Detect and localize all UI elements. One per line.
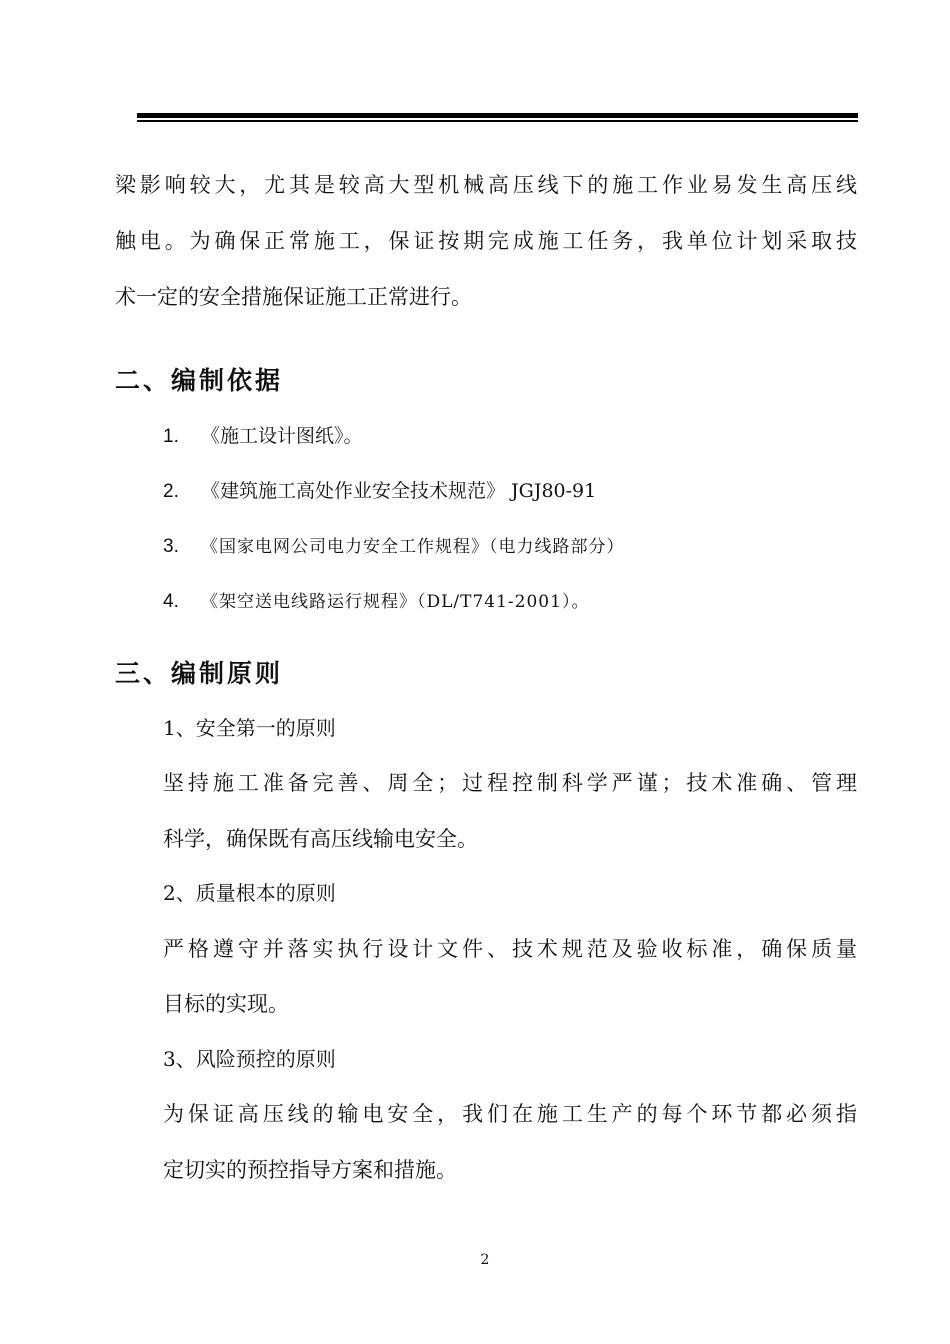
basis-item-number: 4.: [163, 591, 179, 612]
intro-line-3: 术一定的安全措施保证施工正常进行。: [115, 285, 472, 309]
basis-item: [163, 532, 625, 561]
principle-text-line: 科学，确保既有高压线输电安全。: [163, 827, 478, 851]
section-heading-basis: 二、编制依据: [115, 366, 284, 395]
principle-title: 1、安全第一的原则: [163, 716, 336, 740]
principle-text-line: 为保证高压线的输电安全，我们在施工生产的每个环节都必须指: [163, 1102, 857, 1126]
basis-item: [163, 477, 596, 506]
page-number: 2: [480, 1252, 490, 1268]
section-heading-principles: 三、编制原则: [115, 659, 284, 688]
basis-item-text: 《施工设计图纸》。: [201, 425, 363, 447]
principle-text-line: 严格遵守并落实执行设计文件、技术规范及验收标准，确保质量: [163, 937, 857, 961]
basis-item-number: 1.: [163, 426, 179, 447]
basis-item-text: 《建筑施工高处作业安全技术规范》 JGJ80-91: [201, 480, 597, 502]
header-rule: [137, 113, 858, 118]
intro-line-1: 梁影响较大，尤其是较高大型机械高压线下的施工作业易发生高压线: [115, 173, 857, 197]
principle-title: 3、风险预控的原则: [163, 1047, 336, 1071]
basis-item-text: 《国家电网公司电力安全工作规程》（电力线路部分）: [201, 537, 625, 557]
basis-item: [163, 422, 363, 451]
intro-line-2: 触电。为确保正常施工，保证按期完成施工任务，我单位计划采取技: [115, 229, 857, 253]
basis-item-text: 《架空送电线路运行规程》（DL/T741-2001）。: [201, 592, 590, 612]
principle-text-line: 定切实的预控指导方案和措施。: [163, 1158, 457, 1182]
basis-item-number: 2.: [163, 481, 179, 502]
basis-item-number: 3.: [163, 536, 179, 557]
principle-text-line: 目标的实现。: [163, 992, 289, 1016]
principle-text-line: 坚持施工准备完善、周全；过程控制科学严谨；技术准确、管理: [163, 771, 857, 795]
header-rule-thin: [137, 120, 858, 122]
principle-title: 2、质量根本的原则: [163, 881, 336, 905]
basis-item: [163, 587, 589, 616]
